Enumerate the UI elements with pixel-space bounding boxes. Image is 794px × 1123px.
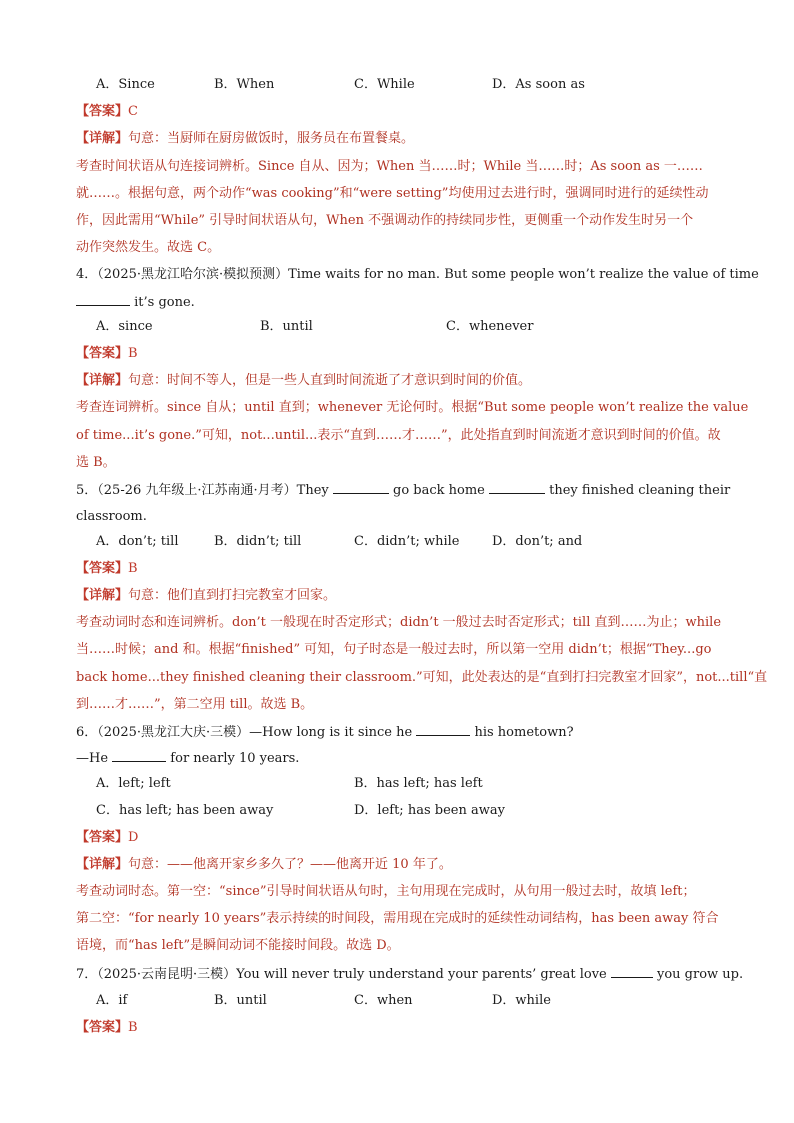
stem-text: you grow up. xyxy=(652,967,744,982)
answer-blank xyxy=(112,749,166,762)
q3-detail-line-5: 动作突然发生。故选 C。 xyxy=(76,240,221,255)
q6-option-a: A．left; left xyxy=(96,776,171,791)
stem-text: they finished cleaning their xyxy=(545,483,731,498)
q4-detail-line-3: of time...it’s gone.”可知，not...until...表示“直到……才……”，此处指直到时间流逝才意识到时间的价值。故 xyxy=(76,428,721,443)
q5-detail-line-1 xyxy=(76,587,726,605)
q7-stem-line-1 xyxy=(76,965,744,984)
q7-option-b: B．until xyxy=(214,993,267,1008)
q7-option-a: A．if xyxy=(96,993,128,1008)
q3-answer xyxy=(76,103,726,121)
q5-stem-line-1 xyxy=(76,481,731,500)
answer-value: D xyxy=(128,830,139,845)
stem-text: 5．（25-26 九年级上·江苏南通·月考）They xyxy=(76,483,333,498)
detail-text: 句意：他们直到打扫完教室才回家。 xyxy=(128,588,337,603)
detail-tag: 【详解】 xyxy=(76,857,129,872)
stem-text: go back home xyxy=(388,483,489,498)
q3-detail-line-3: 就……。根据句意，两个动作“was cooking”和“were setting”均使用过去进行时，强调同时进行的延续性动 xyxy=(76,186,709,201)
detail-tag: 【详解】 xyxy=(76,373,129,388)
stem-text: it’s gone. xyxy=(130,295,195,310)
stem-text: for nearly 10 years. xyxy=(166,751,300,766)
q7-option-d: D．while xyxy=(492,993,551,1008)
q3-option-d: D．As soon as xyxy=(492,77,585,92)
q5-detail-line-2: 考查动词时态和连词辨析。don’t 一般现在时否定形式；didn’t 一般过去时否定形式；till 直到……为止；while xyxy=(76,615,722,630)
answer-tag: 【答案】 xyxy=(76,830,129,845)
q6-option-c: C．has left; has been away xyxy=(96,803,274,818)
q6-stem-line-1 xyxy=(76,723,726,742)
q6-detail-line-4: 语境，而“has left”是瞬间动词不能接时间段。故选 D。 xyxy=(76,938,400,953)
detail-text: 句意：——他离开家乡多久了？——他离开近 10 年了。 xyxy=(128,857,452,872)
q3-option-c: C．While xyxy=(354,77,415,92)
q6-detail-line-2: 考查动词时态。第一空：“since”引导时间状语从句时，主句用现在完成时，从句用一般过去时，故填 left； xyxy=(76,884,696,899)
answer-value: B xyxy=(128,346,138,361)
stem-text: 6．（2025·黑龙江大庆·三模）—How long is it since he xyxy=(76,725,417,740)
q4-detail-line-2: 考查连词辨析。since 自从；until 直到；whenever 无论何时。根据“But some people won’t realize the value xyxy=(76,400,749,415)
answer-value: B xyxy=(128,561,138,576)
answer-blank xyxy=(333,481,389,494)
q3-option-b: B．When xyxy=(214,77,275,92)
detail-text: 句意：时间不等人，但是一些人直到时间流逝了才意识到时间的价值。 xyxy=(128,373,532,388)
q6-option-b: B．has left; has left xyxy=(354,776,483,791)
q7-answer xyxy=(76,1019,726,1037)
answer-blank xyxy=(489,481,545,494)
q4-option-a: A．since xyxy=(96,319,153,334)
detail-text: 句意：当厨师在厨房做饭时，服务员在布置餐桌。 xyxy=(128,131,415,146)
q6-option-d: D．left; has been away xyxy=(354,803,505,818)
q5-option-c: C．didn’t; while xyxy=(354,534,460,549)
q5-option-a: A．don’t; till xyxy=(96,534,179,549)
answer-value: C xyxy=(128,104,138,119)
q4-option-b: B．until xyxy=(260,319,313,334)
stem-text: his hometown? xyxy=(470,725,574,740)
q3-option-a: A．Since xyxy=(96,77,155,92)
answer-tag: 【答案】 xyxy=(76,561,129,576)
q4-detail-line-1 xyxy=(76,372,726,390)
answer-blank xyxy=(611,965,653,978)
detail-tag: 【详解】 xyxy=(76,588,129,603)
q4-answer xyxy=(76,345,726,363)
q6-stem-line-2 xyxy=(76,749,726,768)
q3-detail-line-4: 作，因此需用“While” 引导时间状语从句，When 不强调动作的持续同步性，更侧重一个动作发生时另一个 xyxy=(76,213,694,228)
answer-blank xyxy=(76,293,130,306)
q5-option-b: B．didn’t; till xyxy=(214,534,302,549)
q4-stem-line-2 xyxy=(76,293,726,312)
q7-option-c: C．when xyxy=(354,993,413,1008)
answer-value: B xyxy=(128,1020,138,1035)
q4-stem-line-1: 4．（2025·黑龙江哈尔滨·模拟预测）Time waits for no man. But some people won’t realize the value of time xyxy=(76,267,759,282)
q5-detail-line-4: back home...they finished cleaning their classroom.”可知，此处表达的是“直到打扫完教室才回家”，not...till“直 xyxy=(76,670,768,685)
stem-text: —He xyxy=(76,751,113,766)
q4-option-c: C．whenever xyxy=(446,319,534,334)
q5-detail-line-3: 当……时候；and 和。根据“finished” 可知，句子时态是一般过去时，所以第一空用 didn’t；根据“They...go xyxy=(76,642,712,657)
q3-detail-line-2: 考查时间状语从句连接词辨析。Since 自从、因为；When 当……时；While 当……时；As soon as 一…… xyxy=(76,159,703,174)
q3-detail-line-1 xyxy=(76,130,726,148)
q4-detail-line-4: 选 B。 xyxy=(76,455,116,470)
answer-tag: 【答案】 xyxy=(76,104,129,119)
answer-tag: 【答案】 xyxy=(76,1020,129,1035)
q5-stem-line-2: classroom. xyxy=(76,509,147,524)
q5-answer xyxy=(76,560,726,578)
q6-detail-line-3: 第二空：“for nearly 10 years”表示持续的时间段，需用现在完成时的延续性动词结构，has been away 符合 xyxy=(76,911,719,926)
q5-option-d: D．don’t; and xyxy=(492,534,583,549)
q6-detail-line-1 xyxy=(76,856,726,874)
answer-blank xyxy=(416,723,470,736)
answer-tag: 【答案】 xyxy=(76,346,129,361)
q6-answer xyxy=(76,829,726,847)
q5-detail-line-5: 到……才……”，第二空用 till。故选 B。 xyxy=(76,697,314,712)
detail-tag: 【详解】 xyxy=(76,131,129,146)
stem-text: 7．（2025·云南昆明·三模）You will never truly understand your parents’ great love xyxy=(76,967,611,982)
